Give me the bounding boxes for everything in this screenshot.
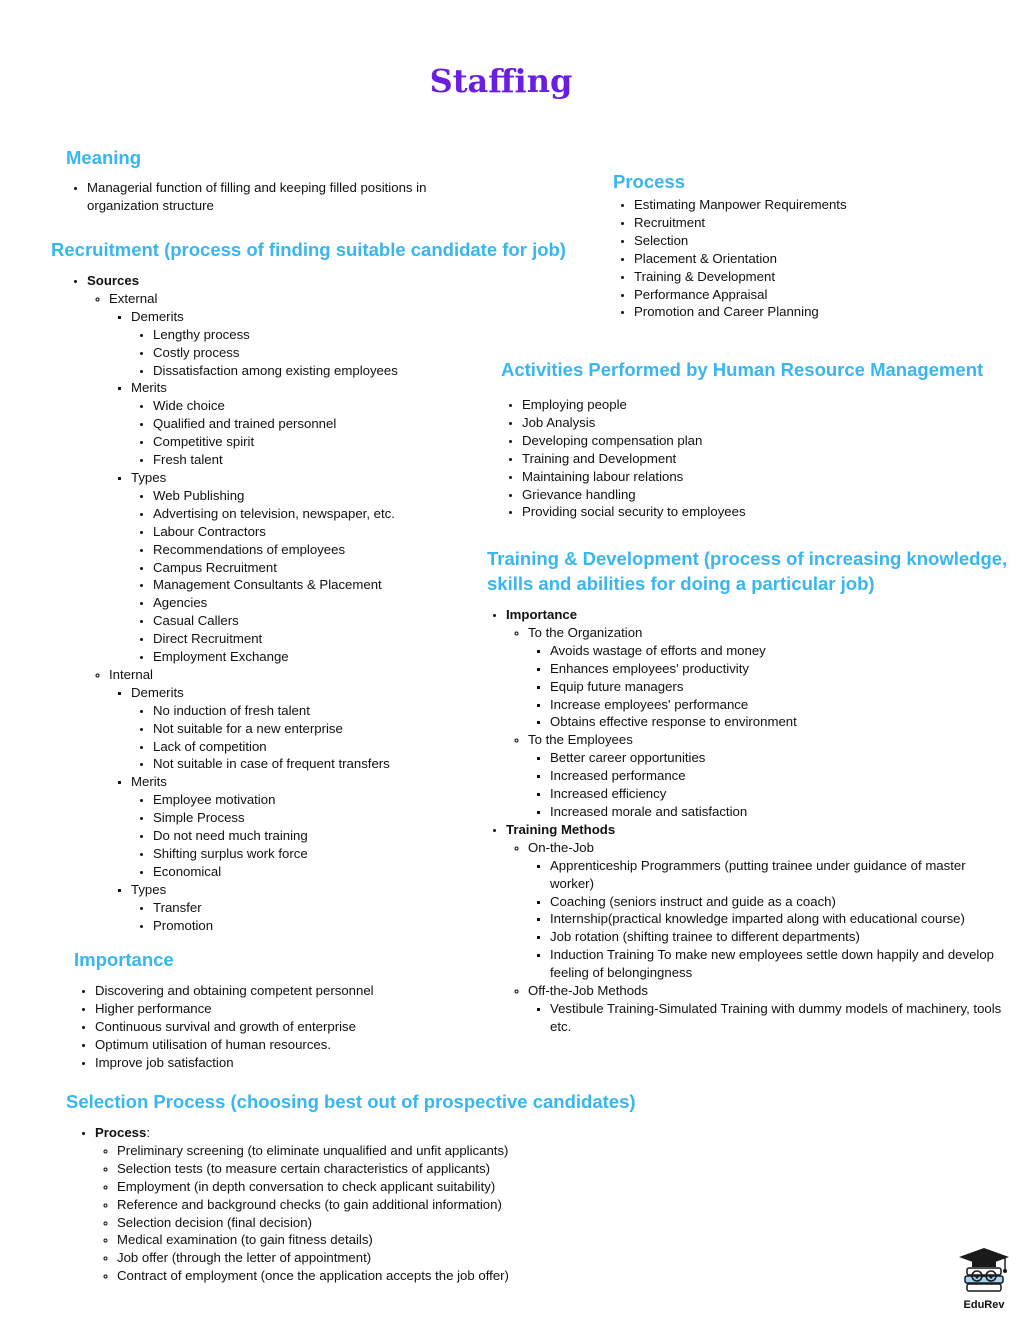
list-item: ▪ Better career opportunities <box>550 749 1012 767</box>
list-item: • Discovering and obtaining competent personnel <box>95 982 494 1000</box>
list-item: ◦ Employment (in depth conversation to check applicant suitability) <box>117 1178 766 1196</box>
list-item: ▪ Increased efficiency <box>550 785 1012 803</box>
list-item: • Shifting surplus work force <box>153 845 571 863</box>
selection-list <box>74 1124 766 1285</box>
list-item: ▪ Increased morale and satisfaction <box>550 803 1012 821</box>
external-demerits-label: Demerits <box>131 308 184 324</box>
list-item: • Selection <box>634 232 1003 250</box>
list-item: • Fresh talent <box>153 451 571 469</box>
process-list <box>613 196 1003 321</box>
list-item: ▪ Apprenticeship Programmers (putting trainee under guidance of master worker) <box>550 857 1012 893</box>
list-item: • Campus Recruitment <box>153 559 571 577</box>
list-item: • Employee motivation <box>153 791 571 809</box>
list-item: • Lack of competition <box>153 738 571 756</box>
activities-list <box>501 396 1016 521</box>
list-item: • Training and Development <box>522 450 1016 468</box>
list-item: • Transfer <box>153 899 571 917</box>
list-item: • Not suitable in case of frequent transfers <box>153 755 571 773</box>
training-importance-label: Importance <box>506 607 578 622</box>
list-item: • Web Publishing <box>153 487 571 505</box>
list-item: • Higher performance <box>95 1000 494 1018</box>
page-title: Staffing <box>429 62 573 100</box>
list-item: ▪ Increased performance <box>550 767 1012 785</box>
list-item: • Economical <box>153 863 571 881</box>
list-item: • Optimum utilisation of human resources. <box>95 1036 494 1054</box>
selection-heading: Selection Process (choosing best out of prospective candidates) <box>66 1091 636 1112</box>
list-item: • Casual Callers <box>153 612 571 630</box>
external-merits-label: Merits <box>131 380 167 396</box>
training-methods-label: Training Methods <box>506 821 616 837</box>
training-heading <box>487 546 1012 596</box>
list-item: • No induction of fresh talent <box>153 702 571 720</box>
graduation-cap-books-icon <box>957 1246 1011 1292</box>
list-item: • Simple Process <box>153 809 571 827</box>
list-item: ◦ Preliminary screening (to eliminate unqualified and unfit applicants) <box>117 1142 766 1160</box>
external-types-label: Types <box>131 469 167 485</box>
meaning-heading: Meaning <box>66 147 142 168</box>
list-item: • Managerial function of filling and keeping filled positions in organization structure <box>87 179 486 215</box>
list-item: ◦ Reference and background checks (to gain additional information) <box>117 1196 766 1214</box>
list-item: • Wide choice <box>153 397 571 415</box>
list-item: • Qualified and trained personnel <box>153 415 571 433</box>
process-heading: Process <box>613 171 685 192</box>
list-item: • Improve job satisfaction <box>95 1054 494 1072</box>
edurev-logo <box>956 1246 1012 1311</box>
training-heading-line2: skills and abilities for doing a particular job) <box>487 573 875 594</box>
list-item: • Employment Exchange <box>153 648 571 666</box>
list-item: • Advertising on television, newspaper, etc. <box>153 505 571 523</box>
list-item: ▪ Induction Training To make new employees settle down happily and develop feeling of belongingness <box>550 946 1012 982</box>
list-item: • Costly process <box>153 344 571 362</box>
to-employees-label: To the Employees <box>528 732 633 748</box>
sources-label: Sources <box>87 273 140 288</box>
list-item: • Job Analysis <box>522 414 1016 432</box>
list-item: ▪ Obtains effective response to environment <box>550 713 1012 731</box>
process-section <box>613 169 1003 321</box>
selection-section <box>66 1089 766 1285</box>
internal-types-label: Types <box>131 881 167 897</box>
list-item: • Agencies <box>153 594 571 612</box>
list-item: ▪ Enhances employees' productivity <box>550 660 1012 678</box>
on-the-job-label: On-the-Job <box>528 839 594 855</box>
training-heading-line1: Training & Development (process of increasing knowledge, <box>487 548 1008 569</box>
importance-list <box>74 982 494 1072</box>
edurev-logo-text: EduRev <box>963 1299 1005 1311</box>
list-item: • Lengthy process <box>153 326 571 344</box>
list-item: • Placement & Orientation <box>634 250 1003 268</box>
internal-demerits-label: Demerits <box>131 684 184 700</box>
list-item: ▪ Job rotation (shifting trainee to different departments) <box>550 928 1012 946</box>
list-item: ◦ Selection decision (final decision) <box>117 1214 766 1232</box>
list-item: • Performance Appraisal <box>634 286 1003 304</box>
list-item: ▪ Vestibule Training-Simulated Training with dummy models of machinery, tools etc. <box>550 1000 1012 1036</box>
meaning-section <box>66 145 486 215</box>
list-item: • Recruitment <box>634 214 1003 232</box>
training-list <box>485 606 1012 1036</box>
internal-label: Internal <box>109 666 153 682</box>
internal-merits-label: Merits <box>131 774 167 790</box>
activities-heading: Activities Performed by Human Resource Management <box>501 359 984 380</box>
to-organization-label: To the Organization <box>528 624 643 640</box>
list-item: • Grievance handling <box>522 486 1016 504</box>
list-item: ▪ Increase employees' performance <box>550 696 1012 714</box>
list-item: ▪ Avoids wastage of efforts and money <box>550 642 1012 660</box>
importance-section <box>74 947 494 1072</box>
list-item: ▪ Equip future managers <box>550 678 1012 696</box>
list-item: • Management Consultants & Placement <box>153 576 571 594</box>
list-item: • Employing people <box>522 396 1016 414</box>
selection-process-label: Process <box>95 1125 147 1140</box>
importance-heading: Importance <box>74 949 174 970</box>
list-item: • Labour Contractors <box>153 523 571 541</box>
list-item: • Providing social security to employees <box>522 503 1016 521</box>
list-item: • Dissatisfaction among existing employees <box>153 362 571 380</box>
list-item: • Promotion <box>153 917 571 935</box>
list-item: • Developing compensation plan <box>522 432 1016 450</box>
selection-process-colon: : <box>146 1125 150 1140</box>
list-item: ▪ Internship(practical knowledge imparted along with educational course) <box>550 910 1012 928</box>
list-item: • Maintaining labour relations <box>522 468 1016 486</box>
list-item: • Promotion and Career Planning <box>634 303 1003 321</box>
recruitment-heading: Recruitment (process of finding suitable candidate for job) <box>51 239 566 260</box>
meaning-list <box>66 179 486 215</box>
list-item: • Do not need much training <box>153 827 571 845</box>
external-label: External <box>109 290 158 306</box>
list-item: ◦ Selection tests (to measure certain characteristics of applicants) <box>117 1160 766 1178</box>
list-item: ◦ Medical examination (to gain fitness details) <box>117 1231 766 1249</box>
list-item: ▪ Coaching (seniors instruct and guide as a coach) <box>550 893 1012 911</box>
activities-section <box>501 357 1016 521</box>
list-item: ◦ Contract of employment (once the application accepts the job offer) <box>117 1267 766 1285</box>
list-item: • Direct Recruitment <box>153 630 571 648</box>
list-item: • Not suitable for a new enterprise <box>153 720 571 738</box>
list-item: • Competitive spirit <box>153 433 571 451</box>
list-item: • Training & Development <box>634 268 1003 286</box>
list-item: • Recommendations of employees <box>153 541 571 559</box>
list-item: • Estimating Manpower Requirements <box>634 196 1003 214</box>
list-item: ◦ Job offer (through the letter of appointment) <box>117 1249 766 1267</box>
off-the-job-label: Off-the-Job Methods <box>528 983 648 999</box>
list-item: • Continuous survival and growth of enterprise <box>95 1018 494 1036</box>
training-section <box>487 546 1012 1036</box>
